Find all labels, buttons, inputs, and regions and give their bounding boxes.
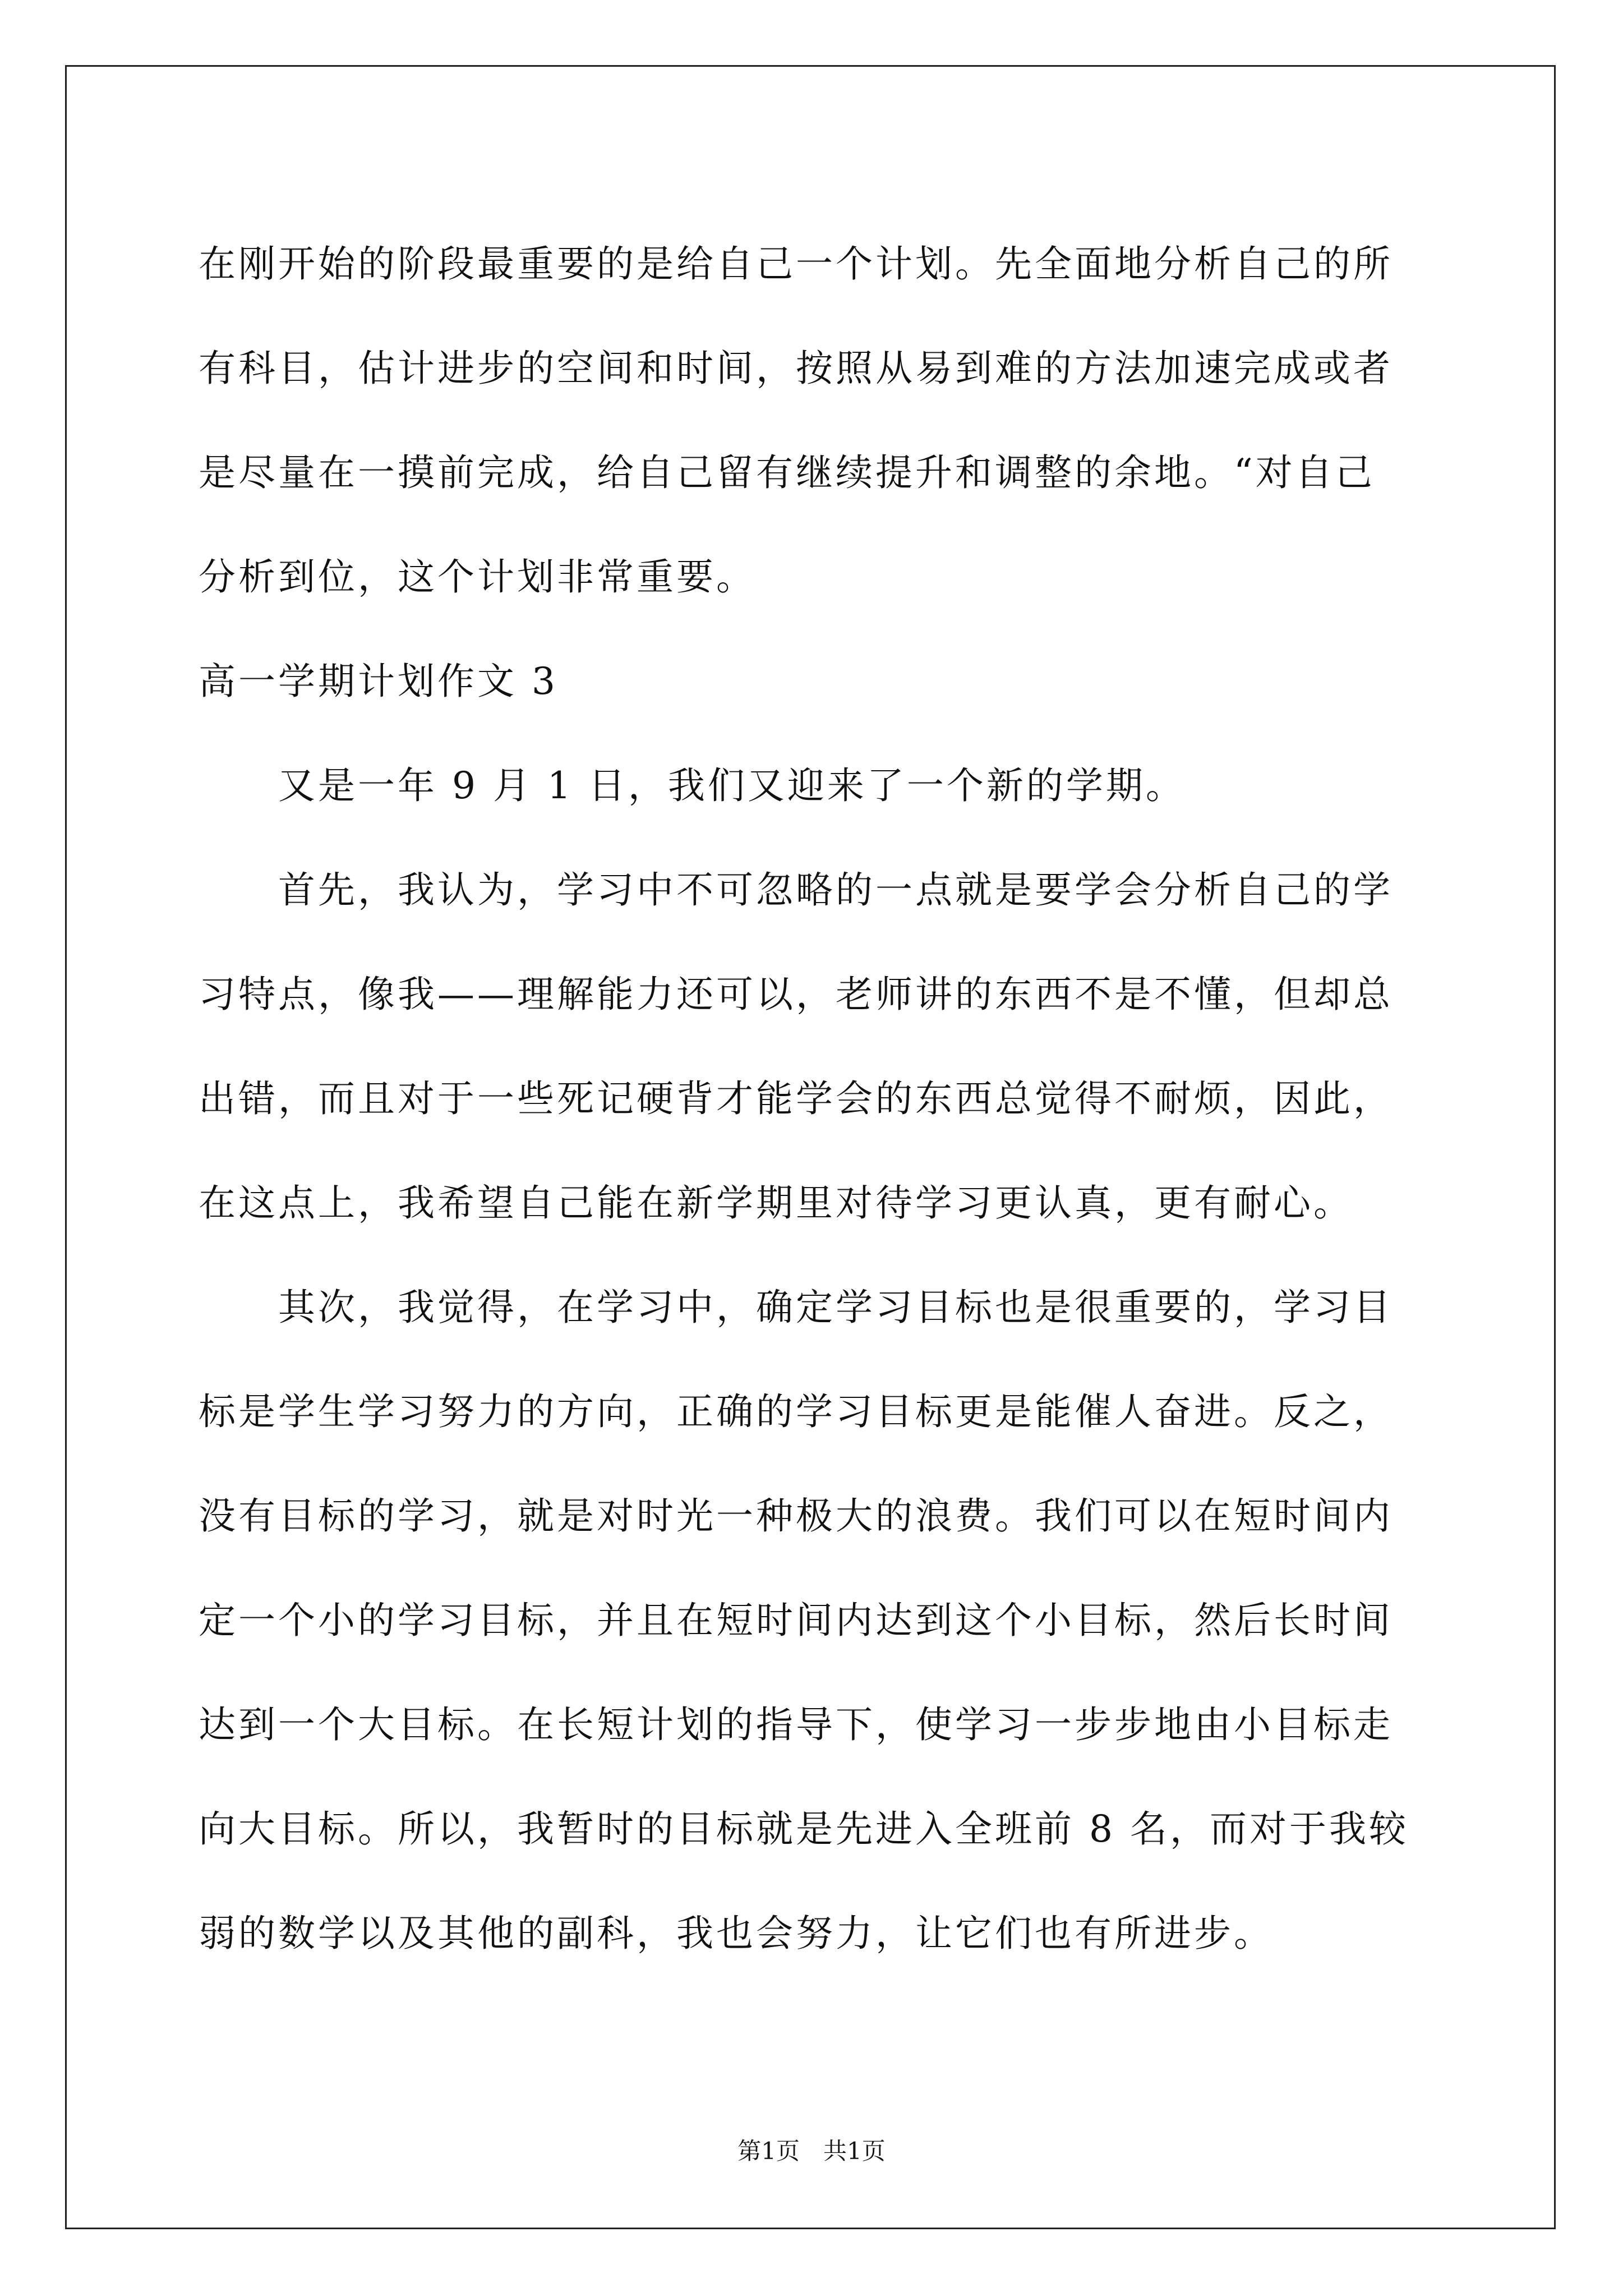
paragraph-line: 又是一年 9 月 1 日，我们又迎来了一个新的学期。 — [199, 764, 1186, 807]
paragraph-line: 在刚开始的阶段最重要的是给自己一个计划。先全面地分析自己的所 — [199, 242, 1393, 286]
paragraph-line: 没有目标的学习，就是对时光一种极大的浪费。我们可以在短时间内 — [199, 1494, 1393, 1538]
paragraph-line: 出错，而且对于一些死记硬背才能学会的东西总觉得不耐烦，因此， — [199, 1077, 1393, 1120]
paragraph-line: 在这点上，我希望自己能在新学期里对待学习更认真，更有耐心。 — [199, 1181, 1353, 1225]
paragraph-line: 达到一个大目标。在长短计划的指导下，使学习一步步地由小目标走 — [199, 1703, 1393, 1746]
paragraph-line: 是尽量在一摸前完成，给自己留有继续提升和调整的余地。“对自己 — [199, 451, 1375, 494]
paragraph-line: 有科目，估计进步的空间和时间，按照从易到难的方法加速完成或者 — [199, 347, 1393, 390]
page-footer: 第1页 共1页 — [737, 2137, 886, 2165]
paragraph-line: 定一个小的学习目标，并且在短时间内达到这个小目标，然后长时间 — [199, 1599, 1393, 1642]
paragraph-line: 习特点，像我——理解能力还可以，老师讲的东西不是不懂，但却总 — [199, 973, 1393, 1016]
document-body — [199, 212, 1430, 1986]
paragraph-line: 分析到位，这个计划非常重要。 — [199, 555, 756, 599]
paragraph-line: 弱的数学以及其他的副科，我也会努力，让它们也有所进步。 — [199, 1912, 1274, 1955]
paragraph-line: 其次，我觉得，在学习中，确定学习目标也是很重要的，学习目 — [199, 1286, 1393, 1329]
paragraph-line: 首先，我认为，学习中不可忽略的一点就是要学会分析自己的学 — [199, 868, 1393, 912]
paragraph-line: 向大目标。所以，我暂时的目标就是先进入全班前 8 名，而对于我较 — [199, 1807, 1409, 1851]
paragraph-line: 标是学生学习努力的方向，正确的学习目标更是能催人奋进。反之， — [199, 1390, 1393, 1433]
section-heading: 高一学期计划作文 3 — [199, 660, 558, 703]
